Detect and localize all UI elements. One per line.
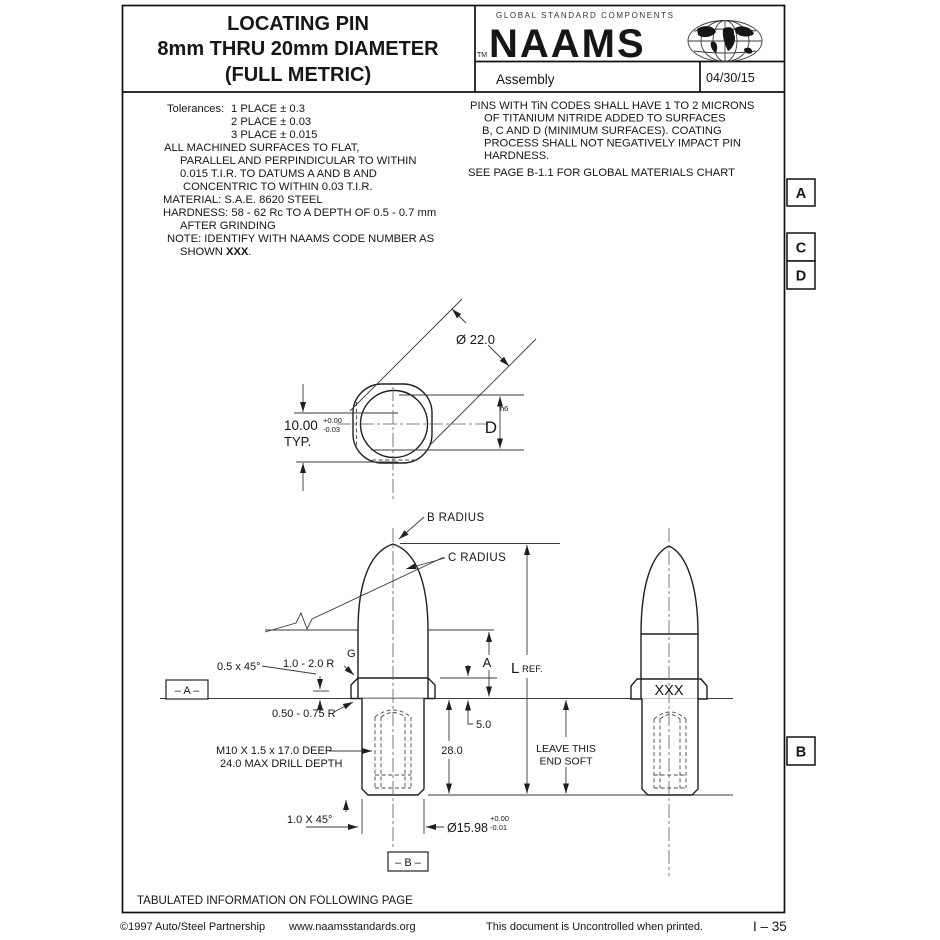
callout-radius-top (283, 658, 354, 675)
copyright-text: ©1997 Auto/Steel Partnership (120, 921, 266, 933)
revision-date: 04/30/15 (706, 71, 755, 85)
tin-coating-notes (468, 100, 754, 179)
product-line-label: Assembly (496, 72, 555, 87)
dim-shank-diameter (362, 799, 509, 835)
dim-shank-length (441, 700, 462, 794)
zone-marker-b-label: B (795, 744, 807, 761)
note-identify: NOTE: IDENTIFY WITH NAAMS CODE NUMBER AS (167, 233, 435, 245)
grind-mark-label: G (347, 648, 356, 660)
globe-world-icon (688, 21, 762, 62)
c-radius-label: C RADIUS (448, 552, 507, 564)
tin-note-line2: OF TITANIUM NITRIDE ADDED TO SURFACES (484, 112, 726, 125)
head-diameter-value: Ø 22.0 (456, 332, 496, 347)
radius-top-label: 1.0 - 2.0 R (283, 658, 335, 670)
note-parallel: PARALLEL AND PERPINDICULAR TO WITHIN (180, 155, 417, 167)
code-stamp-label: XXX (654, 683, 684, 699)
pin-diameter-label: D (484, 418, 497, 437)
soft-note-line2: END SOFT (539, 755, 593, 768)
b-radius-label: B RADIUS (427, 512, 485, 524)
zone-marker-b (787, 737, 815, 765)
callout-chamfer-bottom (287, 800, 358, 827)
footer (120, 895, 787, 934)
thread-spec-label: M10 X 1.5 x 17.0 DEEP (216, 745, 333, 757)
zone-marker-a (787, 179, 815, 206)
note-tir: 0.015 T.I.R. TO DATUMS A AND B AND (180, 168, 377, 180)
callout-b-radius (399, 512, 485, 539)
datum-a-label: – A – (174, 685, 200, 697)
tolerances-label: Tolerances: (167, 103, 225, 115)
page-number: I – 35 (753, 919, 787, 934)
side-view (631, 528, 707, 876)
shank-length-value: 28.0 (441, 745, 463, 757)
shank-tol-plus: +0.00 (490, 814, 509, 823)
naams-logo (477, 11, 762, 87)
zone-marker-d (787, 261, 815, 289)
note-concentric: CONCENTRIC TO WITHIN 0.03 T.I.R. (183, 181, 373, 193)
datum-a-flag (166, 680, 208, 699)
callout-thread (216, 745, 372, 770)
callout-leave-soft (536, 700, 596, 794)
dim-a-length (483, 632, 492, 697)
zone-marker-d-label: D (795, 268, 807, 285)
tabulated-note: TABULATED INFORMATION ON FOLLOWING PAGE (137, 895, 413, 907)
radius-bottom-label: 0.50 - 0.75 R (272, 708, 336, 720)
note-hardness: HARDNESS: 58 - 62 Rc TO A DEPTH OF 0.5 - 0.7 mm (163, 207, 437, 219)
datum-b-label: – B – (395, 857, 421, 869)
brand-name: NAAMS (489, 22, 646, 66)
brand-tm: TM (477, 52, 488, 59)
top-view (284, 299, 536, 502)
chamfer-bottom-label: 1.0 X 45° (287, 814, 333, 826)
across-flats-tol-minus: -0.03 (323, 425, 341, 434)
pin-fit-label: h6 (500, 404, 509, 413)
tolerance-1place: 1 PLACE ± 0.3 (231, 103, 305, 115)
across-flats-value: 10.00 (284, 418, 318, 433)
dim-l-ref-label: REF. (522, 664, 543, 675)
uncontrolled-note: This document is Uncontrolled when printed. (486, 921, 704, 933)
datum-b-flag (388, 852, 428, 871)
across-flats-tol-plus: +0.00 (323, 416, 342, 425)
side-pin-nose (641, 546, 698, 679)
brand-tagline: GLOBAL STANDARD COMPONENTS (496, 11, 675, 20)
zone-marker-a-label: A (795, 186, 807, 202)
page-title-line2: 8mm THRU 20mm DIAMETER (157, 38, 439, 60)
zone-marker-c (787, 233, 815, 261)
typ-label: TYP. (284, 434, 312, 449)
shank-tol-minus: -0.01 (490, 823, 508, 832)
tin-note-line3: B, C AND D (MINIMUM SURFACES). COATING (482, 125, 722, 137)
soft-note-line1: LEAVE THIS (536, 743, 596, 755)
flange-thickness-value: 5.0 (476, 719, 492, 731)
shank-diameter-value: Ø15.98 (447, 821, 489, 835)
tin-note-line5: HARDNESS. (484, 150, 550, 162)
page-title-line3: (FULL METRIC) (224, 64, 372, 86)
tolerance-2place: 2 PLACE ± 0.03 (231, 116, 312, 128)
side-pin-shank (642, 699, 698, 796)
tin-note-line1: PINS WITH TiN CODES SHALL HAVE 1 TO 2 MICRONS (470, 100, 755, 112)
dim-overall-length (511, 545, 543, 794)
note-material: MATERIAL: S.A.E. 8620 STEEL (163, 194, 323, 206)
tin-note-line4: PROCESS SHALL NOT NEGATIVELY IMPACT PIN (484, 137, 741, 150)
zone-marker-c-label: C (795, 240, 807, 257)
title-block (157, 13, 439, 86)
note-shown-code: SHOWN XXX. (180, 246, 252, 258)
dim-a-label: A (482, 655, 492, 670)
chamfer-top-label: 0.5 x 45° (217, 661, 261, 673)
dim-l-label: L (511, 660, 520, 677)
dim-flange-thickness (468, 665, 491, 731)
website-link: www.naamsstandards.org (289, 921, 416, 933)
tolerance-notes (163, 103, 436, 258)
note-machined-surfaces: ALL MACHINED SURFACES TO FLAT, (164, 142, 360, 154)
page-title-line1: LOCATING PIN (227, 13, 369, 35)
note-grinding: AFTER GRINDING (180, 220, 276, 232)
drill-depth-label: 24.0 MAX DRILL DEPTH (220, 758, 343, 770)
see-page-note: SEE PAGE B-1.1 FOR GLOBAL MATERIALS CHART (468, 167, 735, 179)
tolerance-3place: 3 PLACE ± 0.015 (231, 129, 318, 141)
callout-radius-bottom (272, 702, 353, 720)
